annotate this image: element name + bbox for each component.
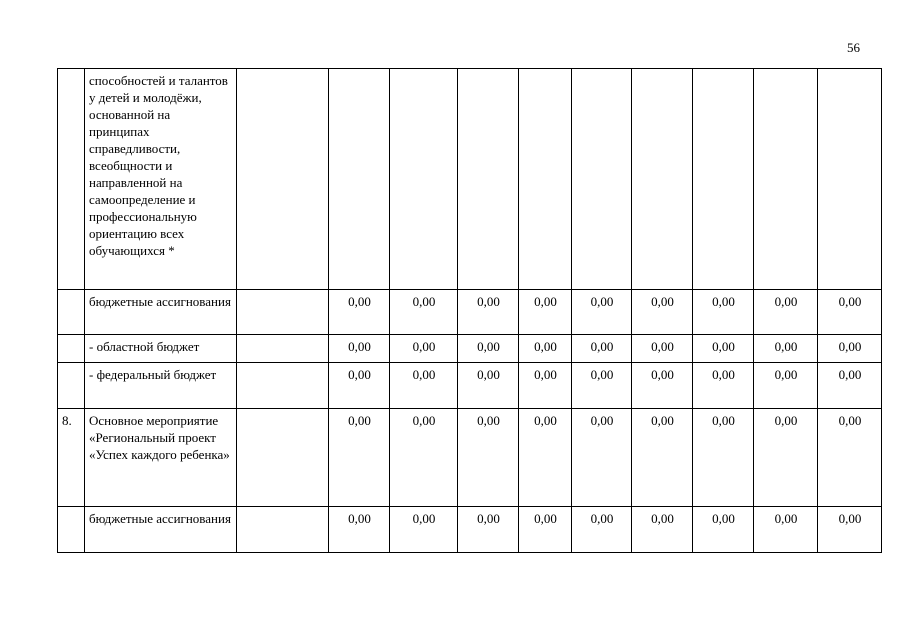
value-cell: 0,00: [632, 290, 693, 335]
table-row: [58, 409, 882, 507]
value-cell: [818, 69, 882, 290]
value-cell: [458, 69, 519, 290]
value-cell: [390, 69, 458, 290]
value-cell: 0,00: [390, 363, 458, 409]
value-cell: 0,00: [572, 335, 632, 363]
value-cell: [632, 69, 693, 290]
table-row: [58, 363, 882, 409]
value-cell: 0,00: [329, 409, 390, 507]
value-cell: [693, 69, 754, 290]
value-cell: 0,00: [572, 409, 632, 507]
value-cell: 0,00: [519, 507, 572, 553]
value-cell: 0,00: [519, 409, 572, 507]
value-cell: 0,00: [693, 507, 754, 553]
value-cell: 0,00: [329, 363, 390, 409]
row-name: - областной бюджет: [85, 335, 237, 363]
value-cell: 0,00: [390, 335, 458, 363]
value-cell: 0,00: [754, 363, 818, 409]
row-extra: [237, 335, 329, 363]
value-cell: 0,00: [754, 507, 818, 553]
row-extra: [237, 69, 329, 290]
value-cell: 0,00: [390, 409, 458, 507]
value-cell: [329, 69, 390, 290]
row-name: бюджетные ассигнования: [85, 290, 237, 335]
value-cell: 0,00: [329, 335, 390, 363]
value-cell: 0,00: [693, 363, 754, 409]
value-cell: 0,00: [572, 507, 632, 553]
table-row: [58, 69, 882, 290]
value-cell: 0,00: [693, 290, 754, 335]
row-extra: [237, 409, 329, 507]
value-cell: 0,00: [458, 507, 519, 553]
value-cell: 0,00: [632, 363, 693, 409]
row-number: [58, 69, 85, 290]
value-cell: 0,00: [458, 409, 519, 507]
row-name: бюджетные ассигнования: [85, 507, 237, 553]
value-cell: [572, 69, 632, 290]
row-number: [58, 290, 85, 335]
value-cell: 0,00: [818, 409, 882, 507]
value-cell: 0,00: [329, 507, 390, 553]
table-row: [58, 335, 882, 363]
row-extra: [237, 507, 329, 553]
value-cell: 0,00: [519, 290, 572, 335]
value-cell: 0,00: [754, 409, 818, 507]
row-name: Основное мероприятие «Региональный проект «Успех каждого ребенка»: [85, 409, 237, 507]
value-cell: 0,00: [693, 335, 754, 363]
row-extra: [237, 290, 329, 335]
row-extra: [237, 363, 329, 409]
value-cell: 0,00: [632, 409, 693, 507]
value-cell: 0,00: [458, 363, 519, 409]
value-cell: 0,00: [818, 507, 882, 553]
page-number: 56: [847, 40, 860, 55]
table-row: [58, 507, 882, 553]
value-cell: 0,00: [390, 507, 458, 553]
value-cell: 0,00: [458, 290, 519, 335]
value-cell: 0,00: [572, 290, 632, 335]
value-cell: 0,00: [818, 290, 882, 335]
value-cell: 0,00: [818, 335, 882, 363]
value-cell: 0,00: [519, 363, 572, 409]
value-cell: 0,00: [329, 290, 390, 335]
value-cell: [754, 69, 818, 290]
value-cell: 0,00: [754, 290, 818, 335]
row-number: [58, 507, 85, 553]
value-cell: 0,00: [818, 363, 882, 409]
value-cell: 0,00: [390, 290, 458, 335]
budget-table: [57, 68, 882, 553]
value-cell: 0,00: [632, 335, 693, 363]
value-cell: [519, 69, 572, 290]
row-name: - федеральный бюджет: [85, 363, 237, 409]
row-number: [58, 363, 85, 409]
value-cell: 0,00: [693, 409, 754, 507]
value-cell: 0,00: [458, 335, 519, 363]
row-number: [58, 335, 85, 363]
row-name: способностей и талантов у детей и молодёжи, основанной на принципах справедливости, всеобщности и направленной на самоопределение и профессиональную ориентацию всех обучающихся *: [85, 69, 237, 290]
value-cell: 0,00: [519, 335, 572, 363]
value-cell: 0,00: [754, 335, 818, 363]
value-cell: 0,00: [632, 507, 693, 553]
table-row: [58, 290, 882, 335]
row-number: 8.: [58, 409, 85, 507]
value-cell: 0,00: [572, 363, 632, 409]
